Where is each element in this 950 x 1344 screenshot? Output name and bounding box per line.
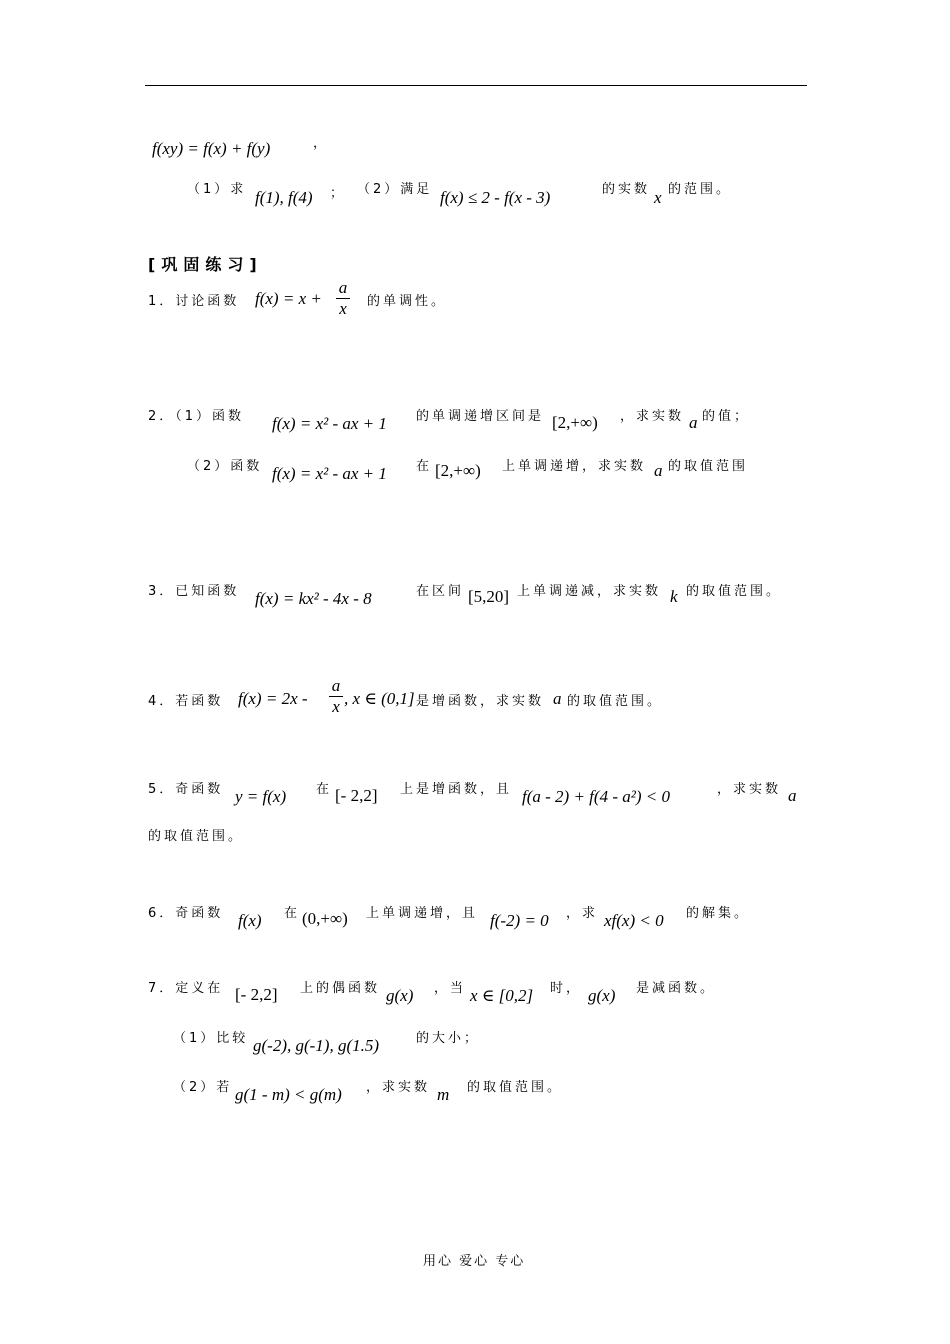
p7-text3: 时， bbox=[550, 981, 583, 996]
p5-math: y = f(x) bbox=[235, 787, 287, 806]
header-rule bbox=[145, 85, 807, 86]
p5-interval: [- 2,2] bbox=[335, 786, 378, 805]
p5-text3: ，求实数 bbox=[717, 782, 782, 797]
p4-fraction bbox=[329, 677, 343, 716]
p6-text2: 上单调递增，且 bbox=[366, 906, 479, 921]
p4-var-a: a bbox=[553, 689, 562, 708]
intro-comma: ， bbox=[313, 136, 330, 151]
intro-var-x: x bbox=[654, 188, 662, 207]
p7-sub2-end: 的取值范围。 bbox=[467, 1080, 564, 1095]
p3-text3: 的取值范围。 bbox=[686, 584, 783, 599]
p6-math2: f(-2) = 0 bbox=[490, 911, 549, 930]
p7-text2: ，当 bbox=[434, 981, 467, 996]
p3-text2: 上单调递减，求实数 bbox=[517, 584, 662, 599]
p2-interval1: [2,+∞) bbox=[552, 413, 598, 432]
intro-part1-label: （1）求 bbox=[187, 182, 247, 197]
intro-part1-math: f(1), f(4) bbox=[255, 188, 313, 207]
p7-sub1-math: g(-2), g(-1), g(1.5) bbox=[253, 1036, 380, 1055]
p2-math1: f(x) = x² - ax + 1 bbox=[272, 414, 387, 433]
p7-sub2-label: （2）若 bbox=[173, 1080, 233, 1095]
p7-math2: x ∈ [0,2] bbox=[470, 986, 534, 1005]
p2-text6: 的取值范围 bbox=[668, 459, 749, 474]
p2-var-a: a bbox=[689, 413, 698, 432]
p4-frac-num: a bbox=[331, 676, 341, 695]
p3-interval: [5,20] bbox=[468, 587, 510, 606]
p3-label: 3．已知函数 bbox=[148, 584, 240, 599]
p6-text3: ，求 bbox=[566, 906, 599, 921]
p6-interval: (0,+∞) bbox=[302, 909, 348, 928]
intro-equation: f(xy) = f(x) + f(y) bbox=[152, 139, 271, 158]
p7-math3: g(x) bbox=[588, 986, 616, 1005]
p4-math2: , x ∈ (0,1] bbox=[344, 689, 415, 708]
section-heading: [巩固练习] bbox=[148, 255, 263, 274]
p5-text1: 在 bbox=[316, 782, 333, 797]
p7-label: 7．定义在 bbox=[148, 981, 224, 996]
intro-part2-label: （2）满足 bbox=[357, 182, 433, 197]
p7-sub2-text: ，求实数 bbox=[366, 1080, 431, 1095]
p1-label: 1．讨论函数 bbox=[148, 294, 240, 309]
p1-frac-den: x bbox=[339, 299, 347, 318]
p5-math2: f(a - 2) + f(4 - a²) < 0 bbox=[522, 787, 670, 806]
p4-text2: 的取值范围。 bbox=[567, 694, 664, 709]
page-footer: 用心 爱心 专心 bbox=[423, 1254, 526, 1269]
p7-var-m: m bbox=[437, 1085, 450, 1104]
intro-part2-math: f(x) ≤ 2 - f(x - 3) bbox=[440, 188, 551, 207]
intro-part2-text: 的实数 bbox=[602, 182, 651, 197]
p2-sub2-label: （2）函数 bbox=[187, 459, 263, 474]
p7-text1: 上的偶函数 bbox=[300, 981, 381, 996]
p1-tail: 的单调性。 bbox=[367, 294, 448, 309]
p6-math3: xf(x) < 0 bbox=[604, 911, 664, 930]
p1-math: f(x) = x + bbox=[255, 289, 322, 308]
p3-var-k: k bbox=[670, 587, 678, 606]
intro-semicolon: ； bbox=[330, 186, 347, 201]
p2-interval2: [2,+∞) bbox=[435, 461, 481, 480]
p2-text2: ，求实数 bbox=[620, 409, 685, 424]
p2-text4: 在 bbox=[416, 459, 433, 474]
p4-frac-den: x bbox=[332, 697, 340, 716]
intro-part2-end: 的范围。 bbox=[668, 182, 733, 197]
p6-math: f(x) bbox=[238, 911, 262, 930]
p2-label: 2．（1）函数 bbox=[148, 409, 245, 424]
p1-fraction bbox=[336, 279, 350, 318]
p2-text5: 上单调递增，求实数 bbox=[502, 459, 647, 474]
p7-interval: [- 2,2] bbox=[235, 985, 278, 1004]
p7-math1: g(x) bbox=[386, 986, 414, 1005]
p7-text4: 是减函数。 bbox=[636, 981, 717, 996]
p4-text1: 是增函数，求实数 bbox=[416, 694, 545, 709]
p4-math1: f(x) = 2x - bbox=[238, 689, 308, 708]
p7-sub1-label: （1）比较 bbox=[173, 1031, 249, 1046]
p2-math2: f(x) = x² - ax + 1 bbox=[272, 464, 387, 483]
p5-text2: 上是增函数，且 bbox=[400, 782, 513, 797]
p5-var-a: a bbox=[788, 786, 797, 805]
p3-math: f(x) = kx² - 4x - 8 bbox=[255, 589, 372, 608]
p3-text1: 在区间 bbox=[416, 584, 465, 599]
p6-text1: 在 bbox=[284, 906, 301, 921]
p2-text3: 的值； bbox=[702, 409, 751, 424]
p6-text4: 的解集。 bbox=[686, 906, 751, 921]
p5-text4: 的取值范围。 bbox=[148, 829, 245, 844]
p2-var-a2: a bbox=[654, 461, 663, 480]
p2-text1: 的单调递增区间是 bbox=[416, 409, 545, 424]
p7-sub1-text: 的大小； bbox=[416, 1031, 481, 1046]
p7-sub2-math: g(1 - m) < g(m) bbox=[235, 1085, 342, 1104]
p6-label: 6．奇函数 bbox=[148, 906, 224, 921]
p1-frac-num: a bbox=[338, 278, 348, 297]
p4-label: 4．若函数 bbox=[148, 694, 224, 709]
p5-label: 5．奇函数 bbox=[148, 782, 224, 797]
